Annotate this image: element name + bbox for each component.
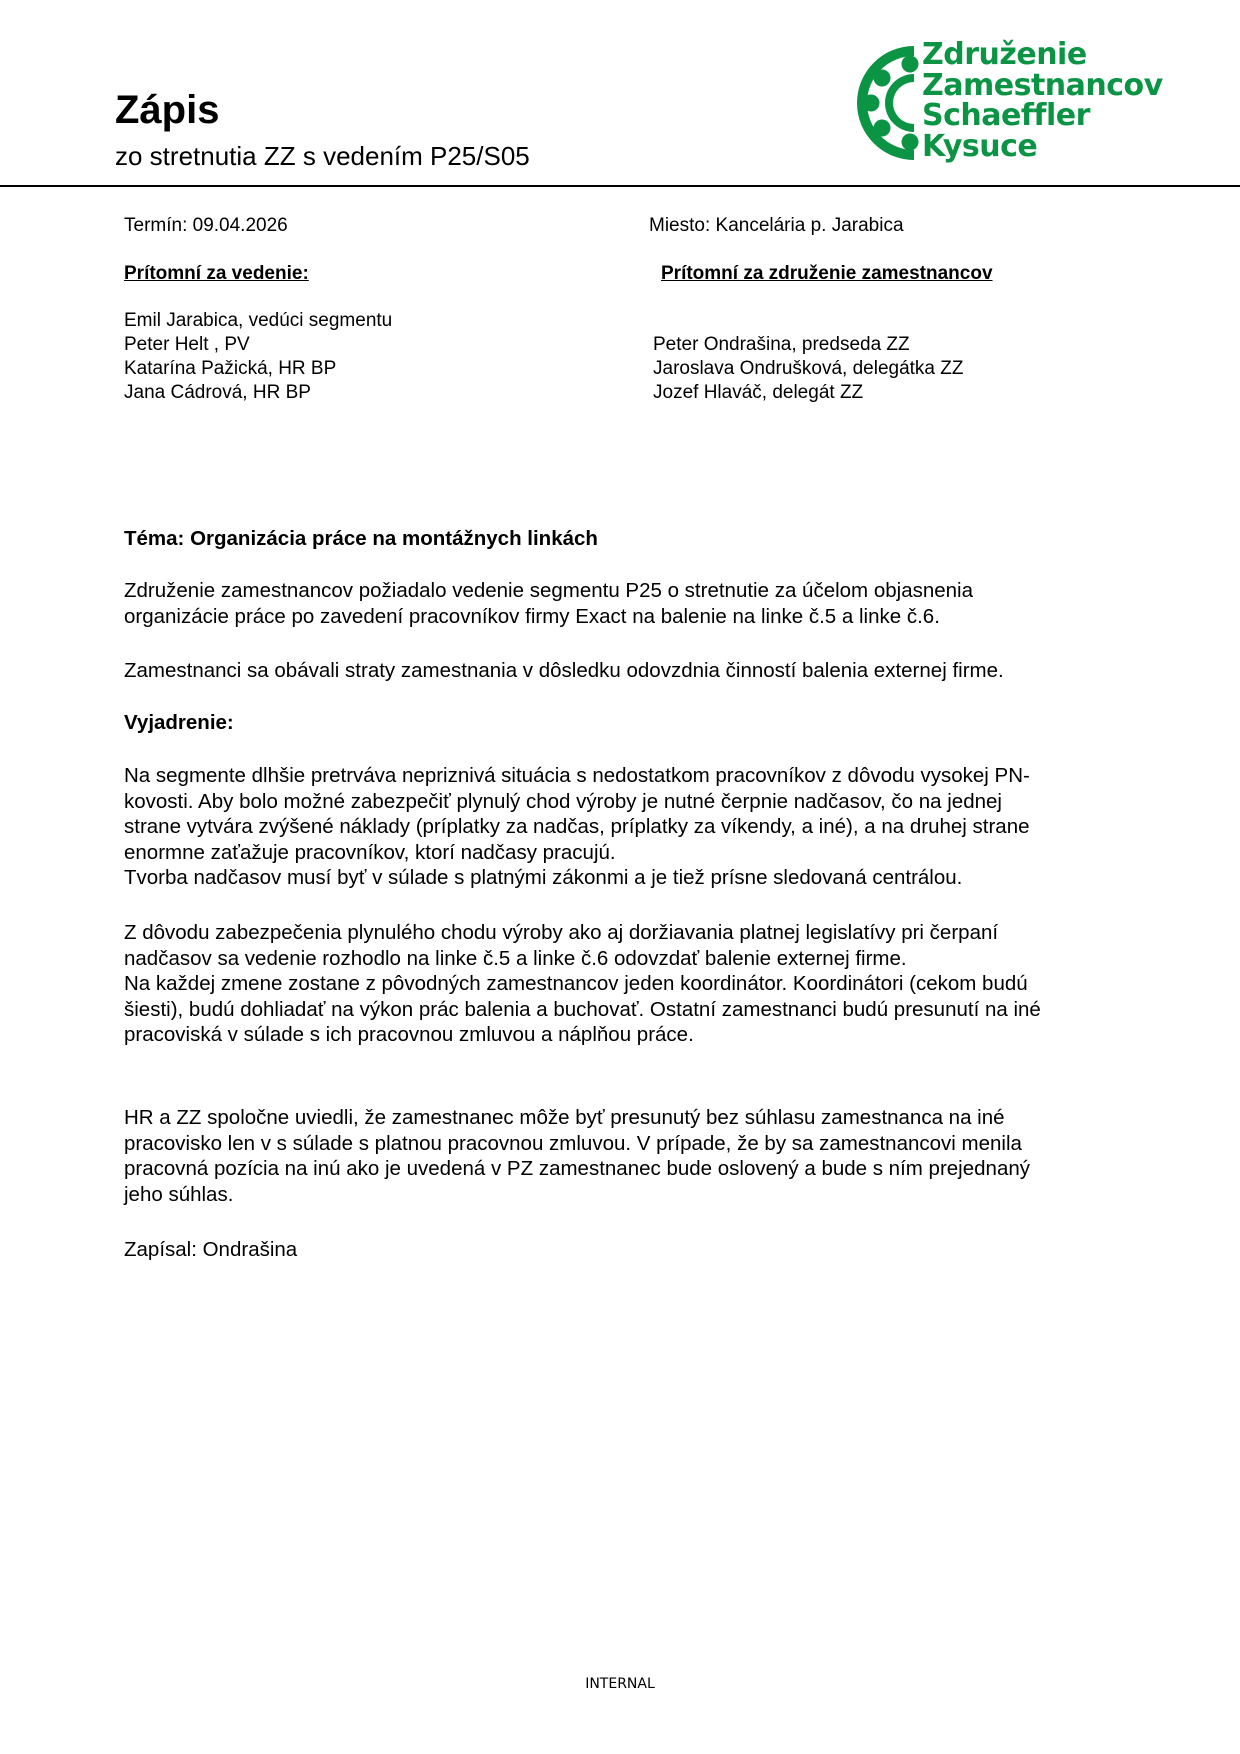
text-line: organizácie práce po zavedení pracovníkov firmy Exact na balenie na linke č.5 a linke č.6. xyxy=(124,604,940,628)
attendee: Jaroslava Ondrušková, delegátka ZZ xyxy=(653,358,964,379)
attendee: Emil Jarabica, vedúci segmentu xyxy=(124,310,393,331)
meeting-topic: Téma: Organizácia práce na montážnych linkách xyxy=(124,527,598,550)
attendee: Peter Ondrašina, predseda ZZ xyxy=(653,334,910,355)
attendee: Peter Helt , PV xyxy=(124,334,250,355)
text-line: Na segmente dlhšie pretrváva nepriznivá situácia s nedostatkom pracovníkov z dôvodu vysokej PN- xyxy=(124,764,1030,787)
statement-paragraph-3 xyxy=(124,1105,1164,1207)
text-line: pracoviská v súlade s ich pracovnou zmluvou a náplňou práce. xyxy=(124,1023,694,1046)
text-line: pracovná pozícia na inú ako je uvedená v PZ zamestnanec bude oslovený a bude s ním prejednaný xyxy=(124,1157,1030,1180)
management-attendees-list xyxy=(124,309,392,405)
text-line: strane vytvára zvýšené náklady (príplatky za nadčas, príplatky za víkendy, a iné), a na druhej strane xyxy=(124,815,1030,838)
organization-logo xyxy=(852,37,1163,168)
logo-line: Schaeffler xyxy=(922,98,1090,133)
statement-heading: Vyjadrenie: xyxy=(124,711,234,734)
union-attendees-list xyxy=(653,333,964,405)
text-line: enormne zaťažuje pracovníkov, ktorí nadčasy pracujú. xyxy=(124,840,616,864)
text-line: šiesti), budú dohliadať na výkon prác balenia a buchovať. Ostatní zamestnanci budú presunutí na iné xyxy=(124,997,1041,1021)
text-line: pracovisko len v s súlade s platnou pracovnou zmluvou. V prípade, že by sa zamestnancovi menila xyxy=(124,1131,1022,1155)
meeting-date: Termín: 09.04.2026 xyxy=(124,215,288,236)
concern-paragraph: Zamestnanci sa obávali straty zamestnania v dôsledku odovzdnia činností balenia externej firme. xyxy=(124,659,1004,682)
attendee: Jozef Hlaváč, delegát ZZ xyxy=(653,382,864,403)
logo-wordmark xyxy=(922,37,1163,164)
meeting-place: Miesto: Kancelária p. Jarabica xyxy=(649,215,904,236)
logo-line: Zamestnancov xyxy=(922,67,1163,103)
text-line: Združenie zamestnancov požiadalo vedenie segmentu P25 o stretnutie za účelom objasnenia xyxy=(124,579,973,602)
management-attendees-heading: Prítomní za vedenie: xyxy=(124,263,309,284)
logo-line: Kysuce xyxy=(922,128,1038,164)
classification-label: INTERNAL xyxy=(585,1676,655,1692)
bearing-icon xyxy=(852,44,920,162)
text-line: Na každej zmene zostane z pôvodných zamestnancov jeden koordinátor. Koordinátori (cekom budú xyxy=(124,972,1028,995)
document-subtitle: zo stretnutia ZZ s vedením P25/S05 xyxy=(115,141,530,171)
text-line: Tvorba nadčasov musí byť v súlade s platnými zákonmi a je tiež prísne sledovaná centrálou. xyxy=(124,866,963,889)
logo-line: Združenie xyxy=(922,37,1087,72)
header-divider xyxy=(0,185,1240,187)
union-attendees-heading: Prítomní za združenie zamestnancov xyxy=(661,263,993,284)
statement-paragraph-2 xyxy=(124,920,1164,1048)
document-title: Zápis xyxy=(115,88,220,132)
attendee: Katarína Pažická, HR BP xyxy=(124,358,337,379)
attendee: Jana Cádrová, HR BP xyxy=(124,382,311,403)
text-line: kovosti. Aby bolo možné zabezpečiť plynulý chod výroby je nutné čerpnie nadčasov, čo na jednej xyxy=(124,789,1002,813)
recorded-by: Zapísal: Ondrašina xyxy=(124,1238,298,1261)
text-line: Z dôvodu zabezpečenia plynulého chodu výroby ako aj doržiavania platnej legislatívy pri čerpaní xyxy=(124,921,999,944)
text-line: nadčasov sa vedenie rozhodlo na linke č.5 a linke č.6 odovzdať balenie externej firme. xyxy=(124,946,907,970)
text-line: jeho súhlas. xyxy=(124,1182,234,1206)
text-line: HR a ZZ spoločne uviedli, že zamestnanec môže byť presunutý bez súhlasu zamestnanca na iné xyxy=(124,1106,1005,1129)
statement-paragraph-1 xyxy=(124,763,1164,891)
intro-paragraph xyxy=(124,578,1164,629)
